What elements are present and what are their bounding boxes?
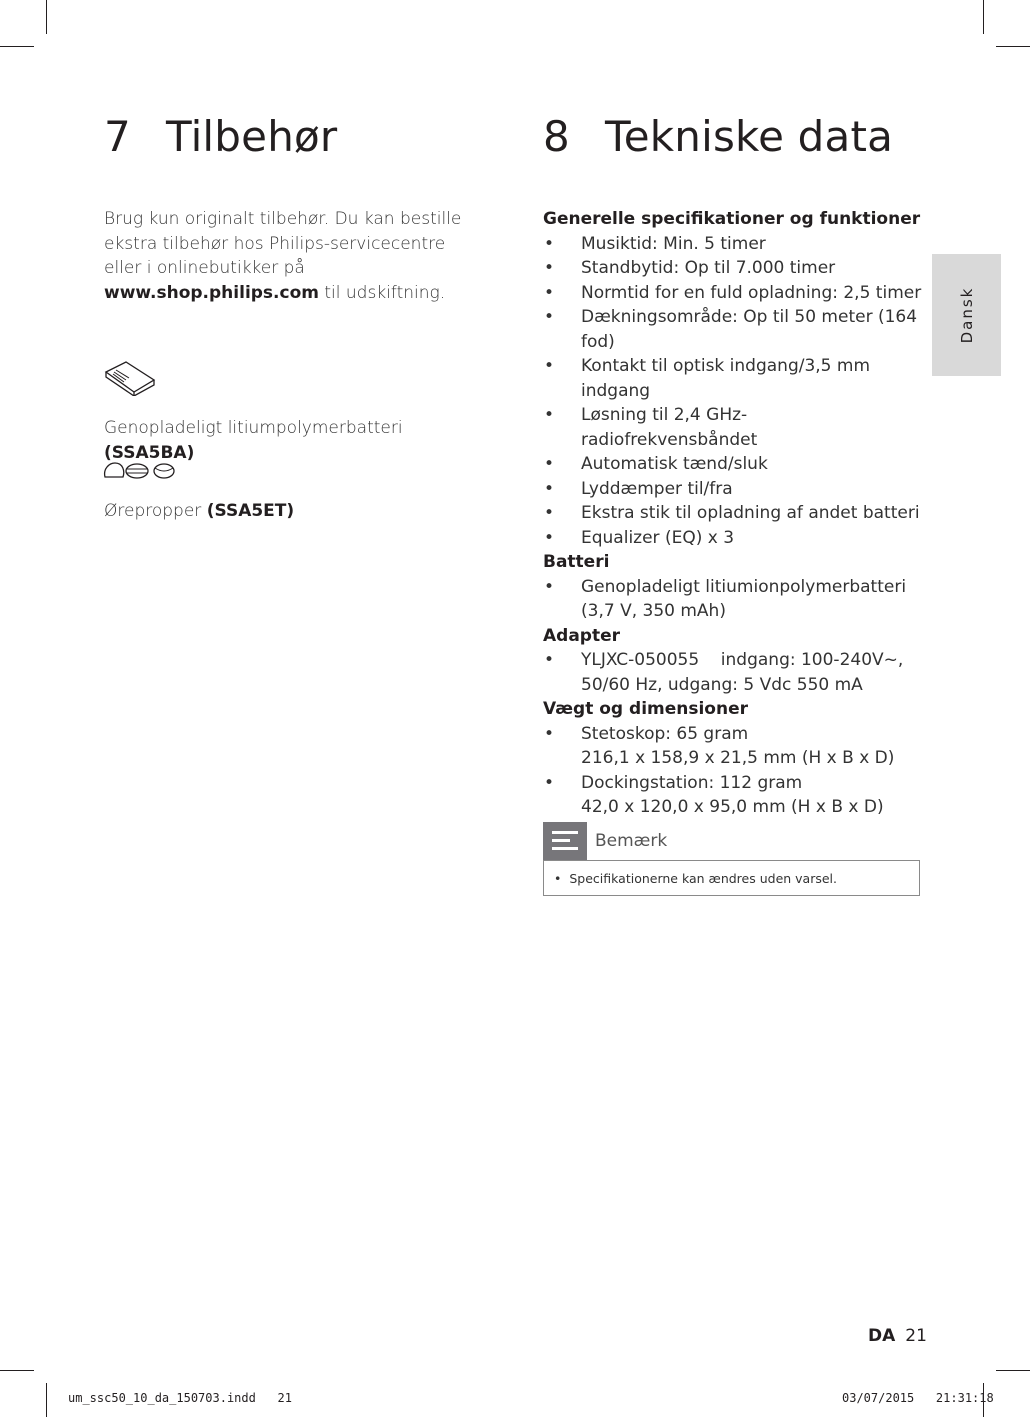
heading-text: Tilbehør bbox=[166, 112, 338, 161]
list-item: • YLJXC-050055 indgang: 100-240V~, 50/60 Hz, udgang: 5 Vdc 550 mA bbox=[543, 648, 923, 697]
crop-mark bbox=[46, 1383, 47, 1417]
heading-number: 8 bbox=[543, 112, 570, 161]
spec-section-title: Generelle specifikationer og funktioner bbox=[543, 209, 921, 229]
crop-mark bbox=[0, 1370, 34, 1371]
item-main: Dockingstation: 112 gram bbox=[581, 772, 803, 793]
list-item: • Lyddæmper til/fra bbox=[543, 477, 923, 502]
heading-text: Tekniske data bbox=[605, 112, 894, 161]
list-item: • Kontakt til optisk indgang/3,5 mm indgang bbox=[543, 354, 923, 403]
heading-number: 7 bbox=[104, 112, 131, 161]
list-item: • Ekstra stik til opladning af andet batteri bbox=[543, 501, 923, 526]
spec-items-battery bbox=[543, 575, 923, 624]
spec-section-title: Batteri bbox=[543, 552, 610, 572]
spec-section-title: Vægt og dimensioner bbox=[543, 699, 749, 719]
list-item: • Equalizer (EQ) x 3 bbox=[543, 526, 923, 551]
item-sub: 216,1 x 158,9 x 21,5 mm (H x B x D) bbox=[581, 748, 895, 768]
earplug-icon bbox=[103, 461, 177, 479]
earplug-caption bbox=[104, 499, 484, 524]
footer-filename: um_ssc50_10_da_150703.indd 21 bbox=[68, 1391, 292, 1405]
battery-label: Genopladeligt litiumpolymerbatteri bbox=[104, 418, 403, 438]
crop-mark bbox=[996, 1370, 1030, 1371]
spec-list bbox=[543, 207, 923, 820]
crop-mark bbox=[996, 46, 1030, 47]
battery-icon bbox=[104, 360, 158, 396]
page-number bbox=[868, 1326, 927, 1346]
note-text: Specifikationerne kan ændres uden varsel. bbox=[569, 871, 838, 886]
footer-datetime: 03/07/2015 21:31:18 bbox=[842, 1391, 994, 1405]
battery-caption bbox=[104, 416, 484, 465]
note-icon bbox=[543, 822, 587, 860]
language-side-tab bbox=[932, 254, 1001, 376]
earplug-code: (SSA5ET) bbox=[206, 501, 295, 521]
crop-mark bbox=[983, 0, 984, 34]
intro-text: Brug kun originalt tilbehør. Du kan bestille ekstra tilbehør hos Philips-servicecentre eller i onlinebutikker på bbox=[104, 209, 462, 278]
list-item: • Standbytid: Op til 7.000 timer bbox=[543, 256, 923, 281]
shop-link[interactable]: www.shop.philips.com bbox=[104, 282, 319, 303]
item-sub: 42,0 x 120,0 x 95,0 mm (H x B x D) bbox=[581, 797, 884, 817]
list-item: • Genopladeligt litiumionpolymerbatteri (3,7 V, 350 mAh) bbox=[543, 575, 923, 624]
earplug-label: Ørepropper bbox=[104, 501, 207, 521]
page-num: 21 bbox=[905, 1326, 927, 1346]
intro-paragraph bbox=[104, 207, 474, 305]
list-item bbox=[543, 771, 923, 820]
spec-items-general bbox=[543, 232, 923, 551]
note-bullet: • bbox=[554, 871, 562, 886]
battery-code: (SSA5BA) bbox=[104, 442, 195, 463]
list-item: • Normtid for en fuld opladning: 2,5 timer bbox=[543, 281, 923, 306]
list-item: • Løsning til 2,4 GHz-radiofrekvensbåndet bbox=[543, 403, 923, 452]
section-heading-technical-data bbox=[543, 112, 894, 161]
note-title: Bemærk bbox=[595, 831, 668, 851]
section-heading-accessories bbox=[104, 112, 338, 161]
spec-items-adapter bbox=[543, 648, 923, 697]
spec-items-dimensions bbox=[543, 722, 923, 820]
list-item: • Dækningsområde: Op til 50 meter (164 fod) bbox=[543, 305, 923, 354]
side-tab-label: Dansk bbox=[957, 286, 976, 344]
crop-mark bbox=[0, 46, 34, 47]
intro-text-end: til udskiftning. bbox=[318, 282, 446, 303]
page-lang: DA bbox=[868, 1326, 896, 1346]
spec-section-title: Adapter bbox=[543, 625, 621, 646]
list-item: • Musiktid: Min. 5 timer bbox=[543, 232, 923, 257]
item-main: Stetoskop: 65 gram bbox=[581, 723, 749, 744]
crop-mark bbox=[46, 0, 47, 34]
list-item: • Automatisk tænd/sluk bbox=[543, 452, 923, 477]
note-box bbox=[543, 860, 920, 896]
list-item bbox=[543, 722, 923, 771]
